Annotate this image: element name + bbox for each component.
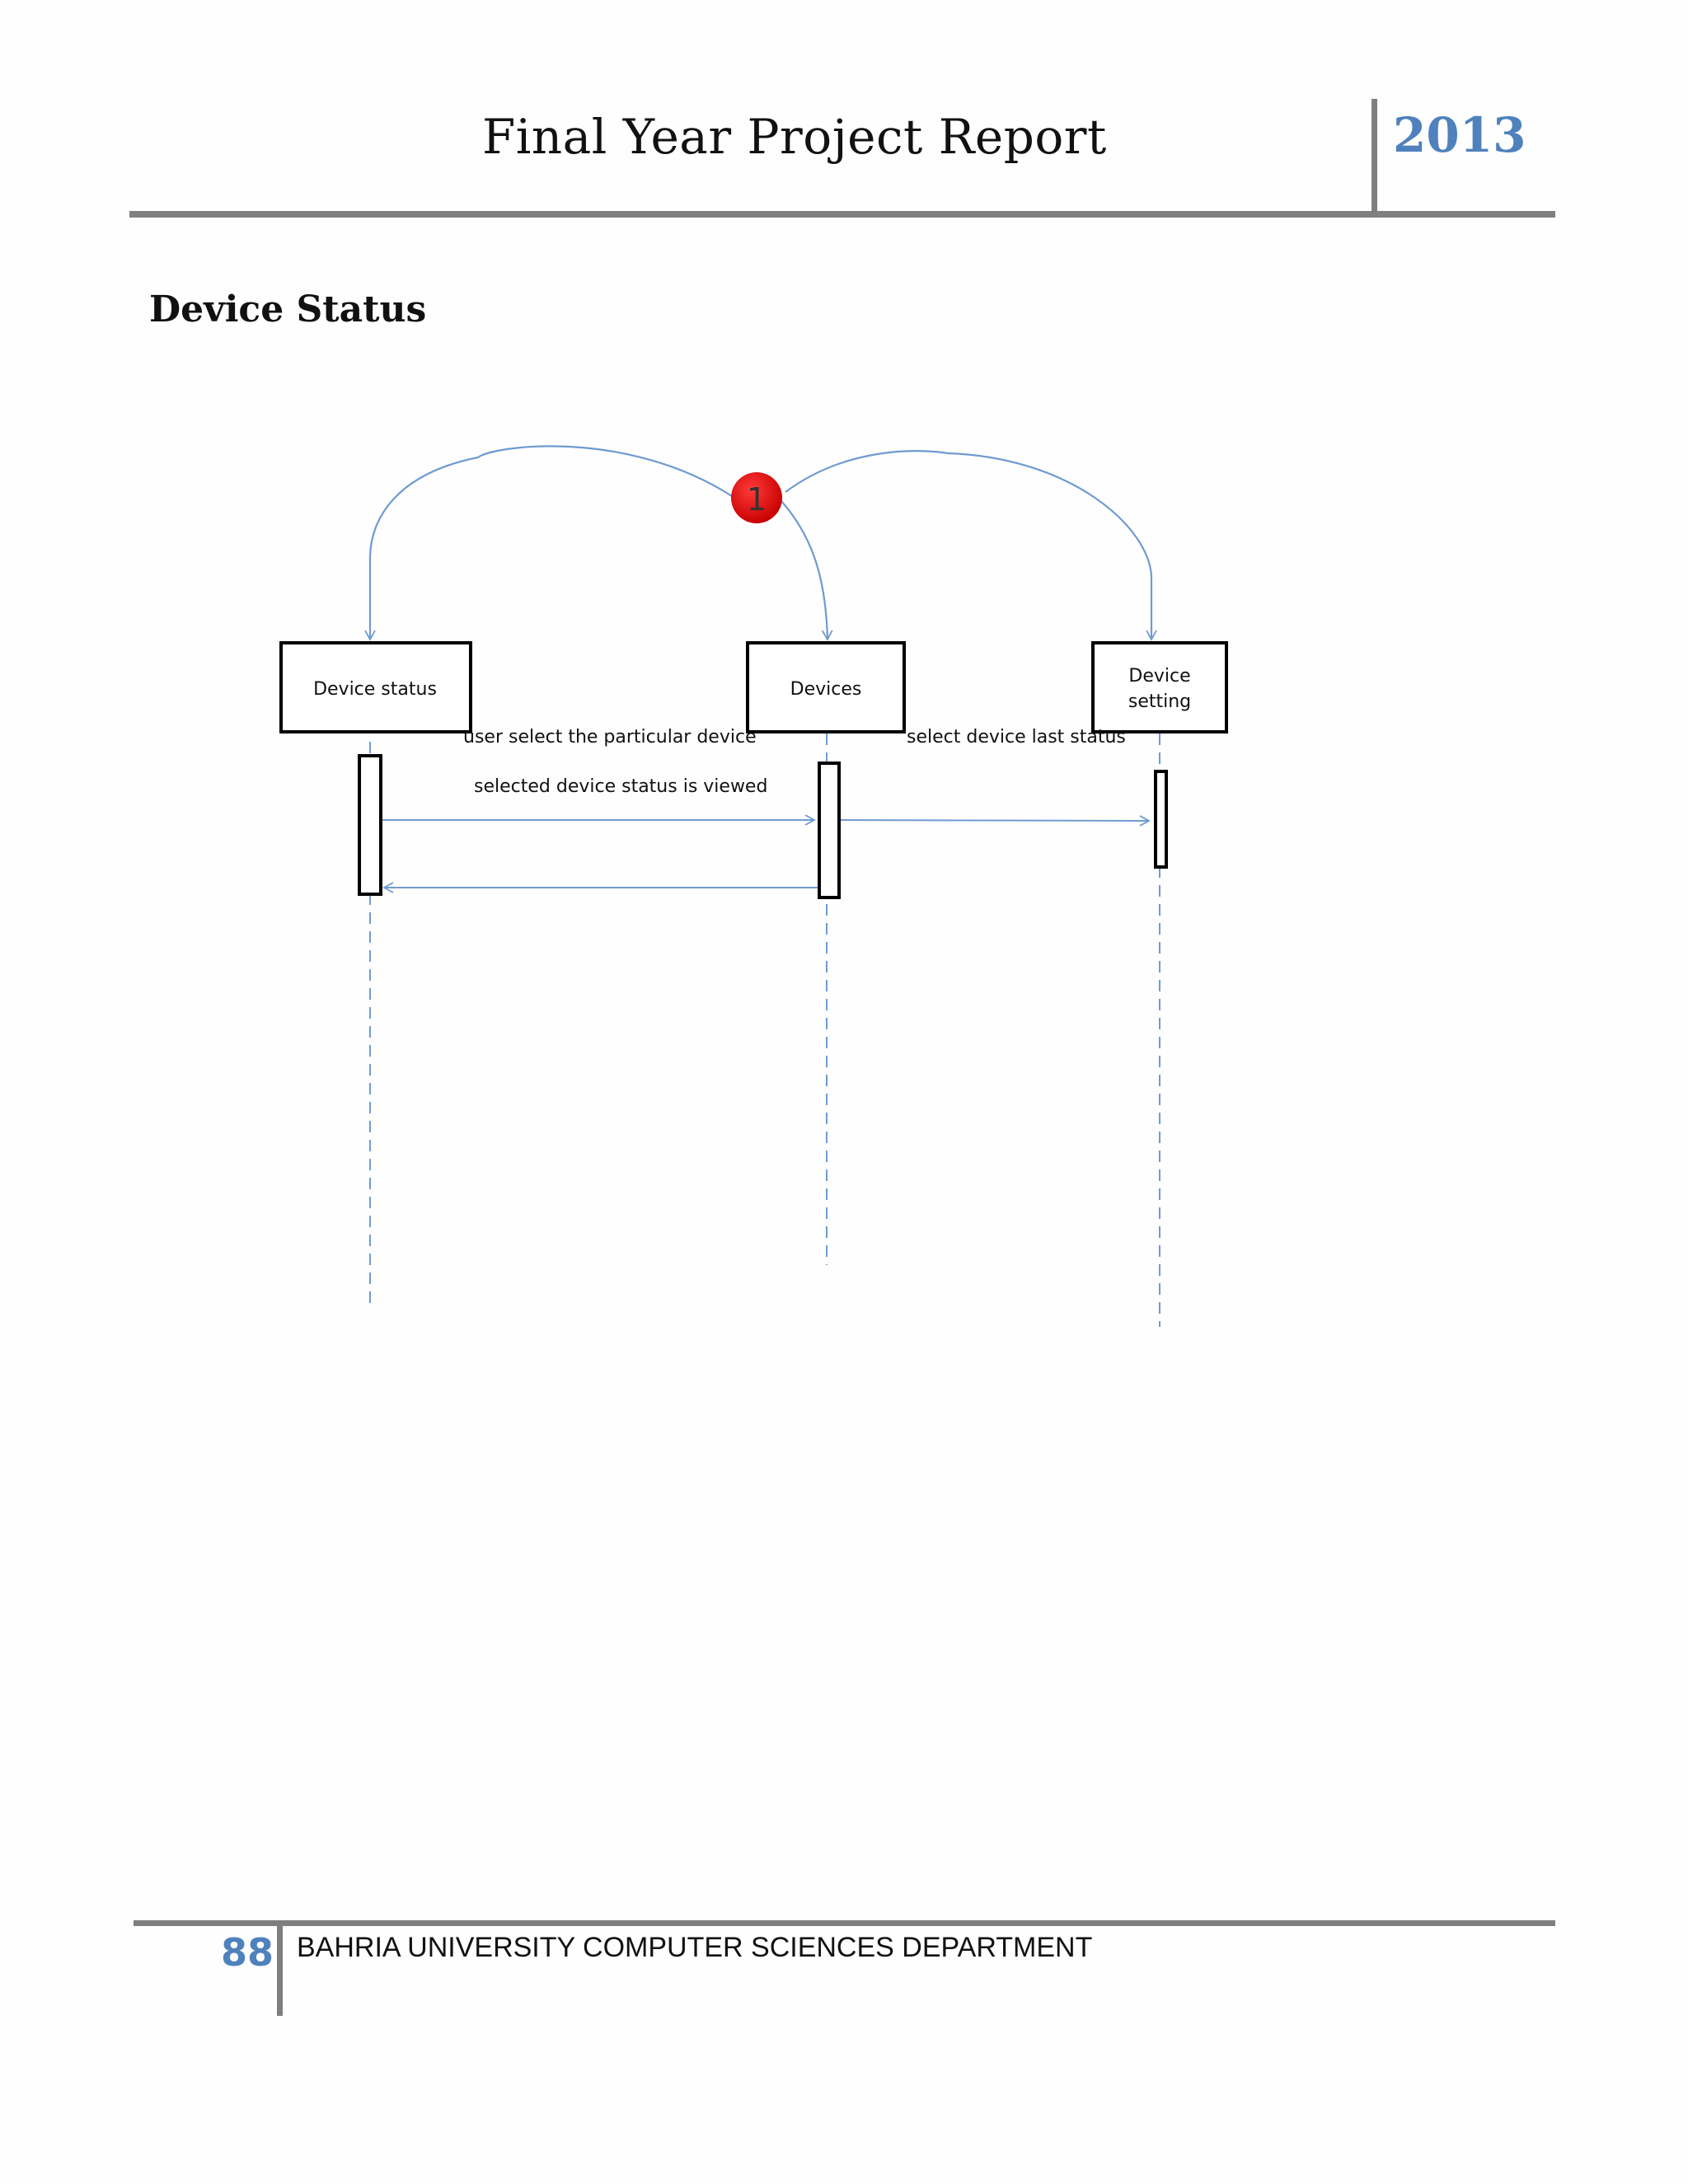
- footer-department: BAHRIA UNIVERSITY COMPUTER SCIENCES DEPARTMENT: [297, 1932, 1093, 1963]
- header-year: 2013: [1393, 107, 1526, 163]
- footer-vertical-rule: [277, 1920, 283, 2016]
- header-title: Final Year Project Report: [482, 109, 1107, 165]
- lifeline-label-devices: Devices: [790, 679, 862, 700]
- lifeline-box-device-setting: [1093, 643, 1226, 732]
- lifeline-label-device-setting-2: setting: [1128, 691, 1192, 712]
- step-marker: [731, 472, 782, 523]
- arc-to-device-setting: [785, 451, 1151, 640]
- activation-bar-devices: [819, 763, 839, 898]
- footer-rule: [134, 1920, 1555, 1926]
- lifeline-label-device-setting-1: Device: [1128, 666, 1191, 687]
- message-label-last-status: select device last status: [907, 727, 1126, 748]
- message-label-status-viewed: selected device status is viewed: [474, 776, 768, 797]
- step-marker-label: 1: [746, 481, 767, 518]
- footer-page-number: 88: [221, 1930, 274, 1975]
- activation-bar-device-setting: [1156, 771, 1166, 867]
- activation-bar-device-status: [359, 756, 381, 894]
- message-label-select-device: user select the particular device: [463, 727, 757, 748]
- section-heading: Device Status: [149, 288, 427, 330]
- message-arrow-last-status: [841, 820, 1149, 821]
- lifeline-label-device-status: Device status: [313, 679, 437, 700]
- arc-to-device-status: [370, 446, 732, 640]
- arc-to-devices: [781, 501, 828, 640]
